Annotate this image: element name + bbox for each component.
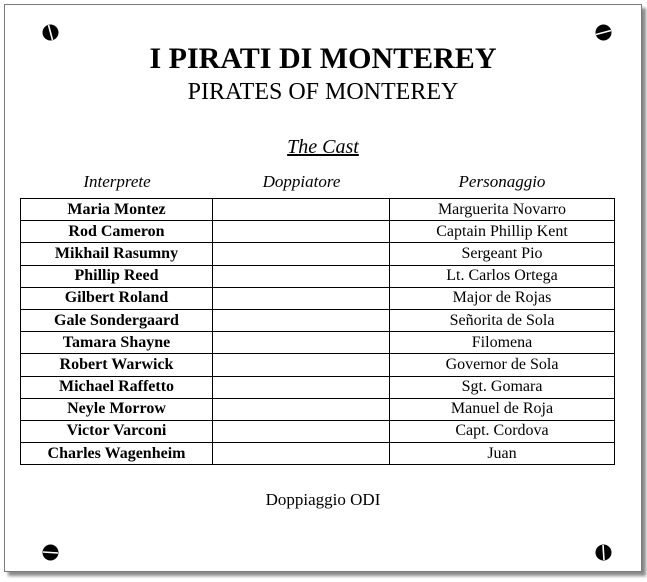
dubber-cell <box>213 420 390 442</box>
cast-table-body <box>21 199 615 465</box>
page-subtitle: PIRATES OF MONTEREY <box>187 79 459 105</box>
actor-cell: Gale Sondergaard <box>21 309 213 331</box>
role-cell: Sgt. Gomara <box>390 376 615 398</box>
screw-icon <box>595 544 612 561</box>
page-title: I PIRATI DI MONTEREY <box>149 42 497 75</box>
dubber-cell <box>213 199 390 221</box>
dubber-cell <box>213 332 390 354</box>
role-cell: Governor de Sola <box>390 354 615 376</box>
actor-cell: Robert Warwick <box>21 354 213 376</box>
table-row <box>21 287 615 309</box>
actor-cell: Phillip Reed <box>21 265 213 287</box>
role-cell: Capt. Cordova <box>390 420 615 442</box>
actor-cell: Maria Montez <box>21 199 213 221</box>
column-header-actor: Interprete <box>83 172 151 191</box>
table-row <box>21 221 615 243</box>
role-cell: Captain Phillip Kent <box>390 221 615 243</box>
actor-cell: Neyle Morrow <box>21 398 213 420</box>
cast-plaque <box>4 4 642 572</box>
table-row <box>21 376 615 398</box>
cast-table <box>20 198 615 465</box>
actor-cell: Mikhail Rasumny <box>21 243 213 265</box>
dubber-cell <box>213 354 390 376</box>
role-cell: Lt. Carlos Ortega <box>390 265 615 287</box>
dubber-cell <box>213 287 390 309</box>
role-cell: Señorita de Sola <box>390 309 615 331</box>
role-cell: Major de Rojas <box>390 287 615 309</box>
table-row <box>21 420 615 442</box>
table-row <box>21 199 615 221</box>
dubber-cell <box>213 243 390 265</box>
actor-cell: Rod Cameron <box>21 221 213 243</box>
role-cell: Manuel de Roja <box>390 398 615 420</box>
screw-icon <box>42 24 59 41</box>
actor-cell: Gilbert Roland <box>21 287 213 309</box>
table-row <box>21 332 615 354</box>
role-cell: Filomena <box>390 332 615 354</box>
role-cell: Marguerita Novarro <box>390 199 615 221</box>
dubber-cell <box>213 221 390 243</box>
actor-cell: Tamara Shayne <box>21 332 213 354</box>
cast-heading: The Cast <box>287 136 359 158</box>
role-cell: Juan <box>390 443 615 465</box>
role-cell: Sergeant Pio <box>390 243 615 265</box>
dubber-cell <box>213 398 390 420</box>
actor-cell: Charles Wagenheim <box>21 443 213 465</box>
dubber-cell <box>213 309 390 331</box>
screw-icon <box>42 544 59 561</box>
dubber-cell <box>213 265 390 287</box>
table-row <box>21 354 615 376</box>
table-row <box>21 398 615 420</box>
table-row <box>21 265 615 287</box>
actor-cell: Michael Raffetto <box>21 376 213 398</box>
column-header-dubber: Doppiatore <box>262 172 341 191</box>
table-row <box>21 443 615 465</box>
screw-icon <box>595 24 612 41</box>
dubber-cell <box>213 443 390 465</box>
column-header-role: Personaggio <box>458 172 546 191</box>
table-row <box>21 243 615 265</box>
dubbing-credit: Doppiaggio ODI <box>265 490 381 509</box>
table-row <box>21 309 615 331</box>
dubber-cell <box>213 376 390 398</box>
actor-cell: Victor Varconi <box>21 420 213 442</box>
